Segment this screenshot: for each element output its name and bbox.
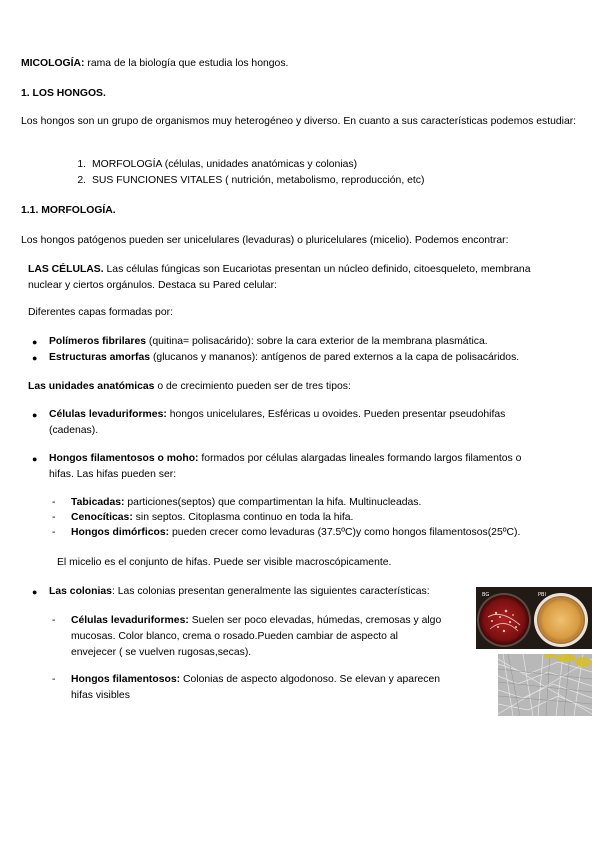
- filamentous-texture-illustration: [498, 654, 592, 716]
- section11-paragraph: Los hongos patógenos pueden ser unicelulares (levaduras) o pluricelulares (micelio). Podemos encontrar:: [21, 235, 509, 246]
- hifas-sublist: [52, 495, 592, 540]
- petri-dishes-illustration: [476, 587, 592, 649]
- celulas-text-line1: Las células fúngicas son Eucariotas presentan un núcleo definido, citoesqueleto, membrana: [103, 264, 531, 275]
- sub-term: Hongos dimórficos:: [71, 527, 170, 538]
- ordered-item-number: 1.: [77, 159, 86, 170]
- ordered-item-text: SUS FUNCIONES VITALES ( nutrición, metabolismo, reproducción, etc): [92, 175, 425, 186]
- colonias-term: Las colonias: [49, 586, 112, 597]
- sub-term: Tabicadas:: [71, 497, 125, 508]
- unidades-line: [28, 379, 351, 395]
- colonias-text: : Las colonias presentan generalmente las siguientes características:: [111, 586, 430, 597]
- unidades-term: Las unidades anatómicas: [28, 381, 155, 392]
- intro-definition: rama de la biología que estudia los hongos.: [84, 58, 289, 69]
- bullet-text: (quitina= polisacárido): sobre la cara exterior de la membrana plasmática.: [146, 336, 488, 347]
- intro-term: MICOLOGÍA:: [21, 58, 85, 69]
- ordered-item: [72, 157, 572, 173]
- photo-label-bg: BG: [482, 592, 490, 598]
- filamentosos-line2: hifas. Las hifas pueden ser:: [49, 469, 177, 480]
- dash-icon: -: [52, 674, 56, 685]
- micelio-note: El micelio es el conjunto de hifas. Puede ser visible macroscópicamente.: [57, 557, 392, 568]
- section-heading-morfologia: 1.1. MORFOLOGÍA.: [21, 205, 116, 216]
- sublist-item: [52, 525, 592, 540]
- list-item: [32, 334, 592, 350]
- levaduriformes-line1: hongos unicelulares, Esféricas u ovoides. Pueden presentar pseudohifas: [166, 409, 506, 420]
- sublist-item: [52, 495, 592, 510]
- bullet-text: (glucanos y mananos): antígenos de pared externos a la capa de polisacáridos.: [150, 352, 520, 363]
- colonias-fil-line1: Colonias de aspecto algodonoso. Se elevan y aparecen: [180, 674, 441, 685]
- unidades-text: o de crecimiento pueden ser de tres tipos:: [154, 381, 351, 392]
- ordered-list: [72, 157, 572, 189]
- sub-text: sin septos. Citoplasma continuo en toda la hifa.: [132, 512, 354, 523]
- celulas-paragraph: [28, 262, 588, 294]
- bullet-icon: ●: [32, 454, 38, 464]
- section-heading-los-hongos: 1. LOS HONGOS.: [21, 88, 106, 99]
- dash-icon: -: [52, 527, 56, 538]
- section1-paragraph: Los hongos son un grupo de organismos muy heterogéneo y diverso. En cuanto a sus características podemos estudiar:: [21, 116, 577, 127]
- dash-icon: -: [52, 615, 56, 626]
- ordered-item-text: MORFOLOGÍA (células, unidades anatómicas y colonias): [92, 159, 358, 170]
- dash-icon: -: [52, 497, 56, 508]
- sub-text: particiones(septos) que compartimentan la hifa. Multinucleadas.: [124, 497, 422, 508]
- colonias-fil-line2: hifas visibles: [71, 690, 130, 701]
- colonias-lev-term: Células levaduriformes:: [71, 615, 189, 626]
- celulas-text-line2: nuclear y ciertos orgánulos. Destaca su Pared celular:: [28, 280, 277, 291]
- dash-icon: -: [52, 512, 56, 523]
- bullet-icon: ●: [32, 337, 38, 347]
- sub-text: pueden crecer como levaduras (37.5ºC)y como hongos filamentosos(25ºC).: [169, 527, 521, 538]
- bullet-icon: ●: [32, 410, 38, 420]
- celulas-term: LAS CÉLULAS.: [28, 264, 104, 275]
- filamentosos-line1: formados por células alargadas lineales formando largos filamentos o: [198, 453, 522, 464]
- photo-label-pbi: PBI: [538, 592, 546, 598]
- intro-line: [21, 56, 288, 72]
- bullet-icon: ●: [32, 587, 38, 597]
- layers-intro: Diferentes capas formadas por:: [28, 307, 173, 318]
- colonias-lev-line3: envejecer ( se vuelven rugosas,secas).: [71, 647, 252, 658]
- bullet-icon: ●: [32, 353, 38, 363]
- bullet-term: Polímeros fibrilares: [49, 336, 147, 347]
- petri-dishes-photo: [476, 587, 592, 649]
- sublist-item: [52, 510, 592, 525]
- levaduriformes-line2: (cadenas).: [49, 425, 99, 436]
- list-item: [32, 350, 592, 366]
- colonias-fil-term: Hongos filamentosos:: [71, 674, 181, 685]
- cell-wall-list: [32, 334, 592, 366]
- filamentosos-term: Hongos filamentosos o moho:: [49, 453, 199, 464]
- ordered-item: [72, 173, 572, 189]
- levaduriformes-term: Células levaduriformes:: [49, 409, 167, 420]
- ordered-item-number: 2.: [77, 175, 86, 186]
- colonias-lev-line2: mucosas. Color blanco, crema o rosado.Pueden cambiar de aspecto al: [71, 631, 398, 642]
- bullet-term: Estructuras amorfas: [49, 352, 151, 363]
- colonias-lev-line1: Suelen ser poco elevadas, húmedas, cremosas y algo: [188, 615, 442, 626]
- sub-term: Cenocíticas:: [71, 512, 133, 523]
- filamentous-fungi-photo: [498, 654, 592, 716]
